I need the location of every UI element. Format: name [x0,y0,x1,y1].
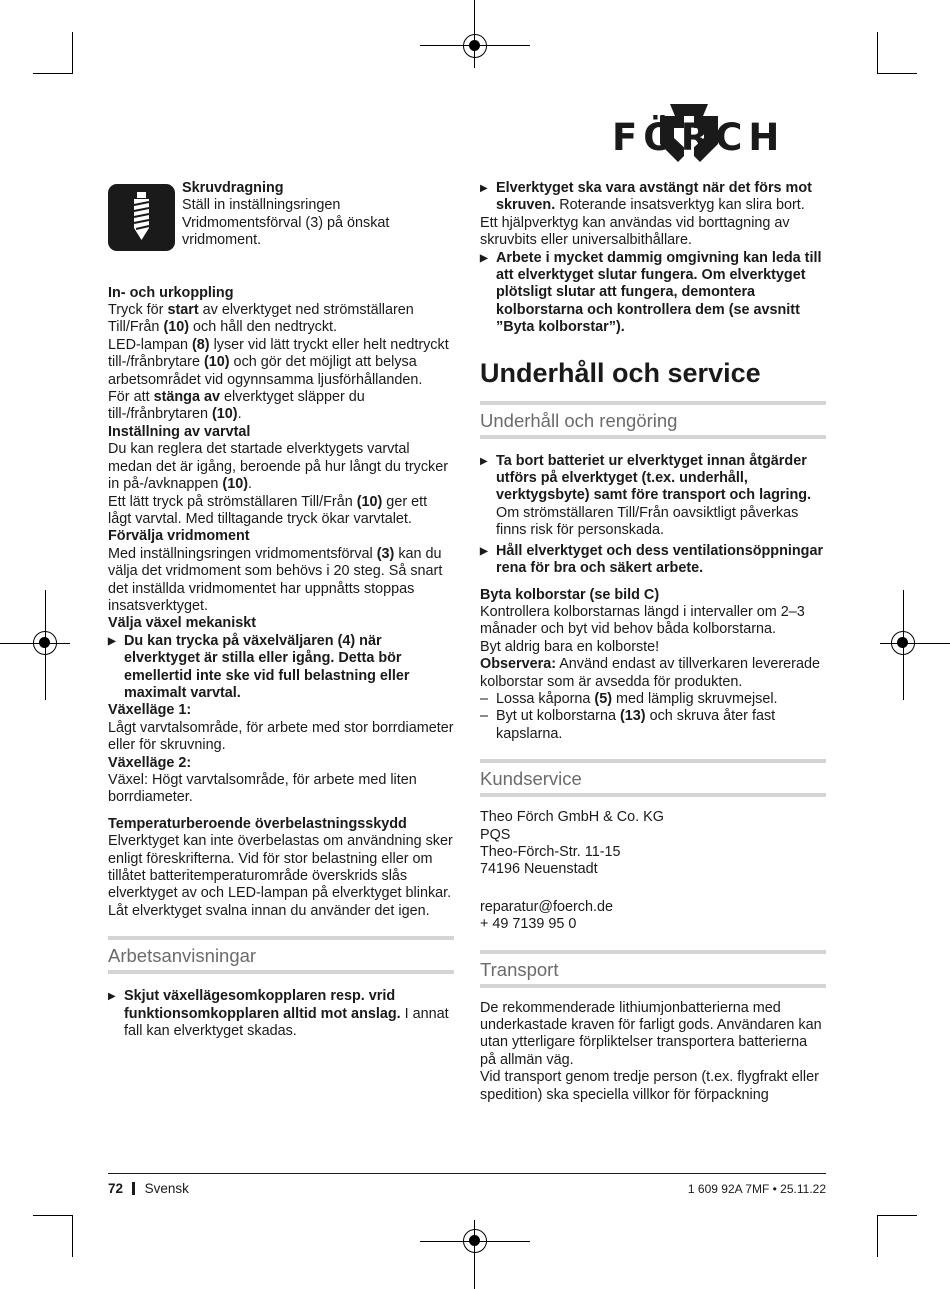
torque-p1: Med inställningsringen vridmomentsförval (3) kan du välja det vridmoment som behövs i 20 steg. Så snart det inställda vridmomentet har uppnåtts stoppas insatsverktyget. [108,545,443,614]
gear2-title: Växelläge 2: [108,754,192,771]
torque-title: Förvälja vridmoment [108,528,250,545]
gear-bullet: ▶ Du kan trycka på växelväljaren (4) när elverktyget är stilla eller igång. Detta bör emellertid inte ske vid full belastning eller maximalt varvtal. [108,633,454,703]
brush-p3: Observera: Använd endast av tillverkaren levererade kolborstar som är avsedda för produkten. [480,656,820,690]
customer-line: Theo-Förch-Str. 11-15 [480,843,621,860]
onoff-p1: Tryck för start av elverktyget ned strömställaren Till/Från (10) och håll den nedtryckt. [108,302,414,336]
gear1-title: Växelläge 1: [108,702,192,719]
right-column [480,180,826,1104]
brand-logo [612,104,826,164]
speed-p2: Ett lätt tryck på strömställaren Till/Från (10) ger ett lågt varvtal. Med tilltagande tryck ökar varvtalet. [108,493,428,527]
brush-step-2: – Byt ut kolborstarna (13) och skruva åter fast kapslarna. [480,708,826,743]
temp-text: Elverktyget kan inte överbelastas om användning sker enligt föreskrifterna. Vid för stor belastning eller om tillåtet batteritemperaturområde överskrids slås elverktyget av och LED-lampan på elverktyget blinkar. Låt elverktyget svalna innan du använder det igen. [108,833,453,919]
temp-title: Temperaturberoende överbelastningsskydd [108,815,407,832]
footer-code: 1 609 92A 7MF • 25.11.22 [687,1182,826,1196]
customer-phone: + 49 7139 95 0 [480,916,577,933]
footer-left [108,1180,189,1197]
cleaning-bullet-2: ▶ Håll elverktyget och dess ventilationsöppningar rena för bra och säkert arbete. [480,543,826,578]
transport-p2: Vid transport genom tredje person (t.ex. flygfrakt eller spedition) ska speciella villkor för förpackning [480,1069,819,1103]
gear-title: Välja växel mekaniskt [108,615,257,632]
transport-p1: De rekommenderade lithiumjonbatterierna med underkastade kraven för farligt gods. Användaren kan utan ytterligare förpliktelser transportera batterierna på allmän väg. [480,999,822,1068]
speed-p1: Du kan reglera det startade elverktygets varvtal medan det är igång, beroende på hur långt du trycker in på-/avknappen (10). [108,441,448,493]
onoff-p2: LED-lampan (8) lyser vid lätt tryckt eller helt nedtryckt till-/frånbrytare (10) och gör det möjligt att belysa arbetsområdet vid ogynnsamma ljusförhållanden. [108,336,449,388]
brush-p2: Byt aldrig bara en kolborste! [480,638,660,655]
transport-section-title: Transport [480,950,826,988]
footer-rule [108,1173,826,1174]
screwdriving-block [182,180,454,250]
customer-line: 74196 Neuenstadt [480,861,598,878]
screwdriving-title: Skruvdragning [182,180,284,196]
gear1-text: Lågt varvtalsområde, för arbete med stor borrdiameter eller för skruvning. [108,719,454,754]
cleaning-bullet-1: ▶ Ta bort batteriet ur elverktyget innan åtgärder utförs på elverktyget (t.ex. underhåll, verktygsbyte) samt före transport och lagring. Om strömställaren Till/Från oavsiktligt påverkas finns risk för personskada. [480,453,826,540]
customer-address [480,809,826,879]
brand-logo-text: FÖRCH [612,116,786,159]
onoff-p3: För att stänga av elverktyget släpper du till-/frånbrytaren (10). [108,389,365,423]
gear2-text: Växel: Högt varvtalsområde, för arbete med liten borrdiameter. [108,772,417,806]
footer-language: Svensk [144,1181,189,1196]
footer-separator [132,1182,135,1195]
page-number: 72 [108,1181,124,1196]
customer-email[interactable]: reparatur@foerch.de [480,898,614,915]
work-bullet: ▶ Skjut växellägesomkopplaren resp. vrid funktionsomkopplaren alltid mot anslag. I annat fall kan elverktyget skadas. [108,988,454,1040]
brush-p1: Kontrollera kolborstarnas längd i intervaller om 2–3 månader och byt vid behov båda kolborstarna. [480,603,805,638]
right-bullet-2: ▶ Arbete i mycket dammig omgivning kan leda till att elverktyget slutar fungera. Om elverktyget plötsligt slutar att fungera, demontera kolborstarna och kontrollera dem (se avsnitt ”Byta kolborstar”). [480,250,826,337]
customer-line: PQS [480,826,511,843]
customer-section-title: Kundservice [480,759,826,797]
customer-line: Theo Förch GmbH & Co. KG [480,809,664,826]
right-p1: Ett hjälpverktyg kan användas vid borttagning av skruvbits eller universalbithållare. [480,214,790,249]
left-column [108,180,454,1040]
brush-title: Byta kolborstar (se bild C) [480,586,660,603]
right-bullet-1: ▶ Elverktyget ska vara avstängt när det förs mot skruven. Roterande insatsverktyg kan slira bort. [480,180,826,215]
work-section-title: Arbetsanvisningar [108,936,454,974]
cleaning-section-title: Underhåll och rengöring [480,401,826,439]
maintenance-main-title: Underhåll och service [480,357,761,388]
speed-title: Inställning av varvtal [108,423,251,440]
onoff-title: In- och urkoppling [108,284,234,301]
screwdriving-text: Ställ in inställningsringen Vridmomentsförval (3) på önskat vridmoment. [182,197,390,249]
brush-step-1: – Lossa kåporna (5) med lämplig skruvmejsel. [480,691,826,708]
